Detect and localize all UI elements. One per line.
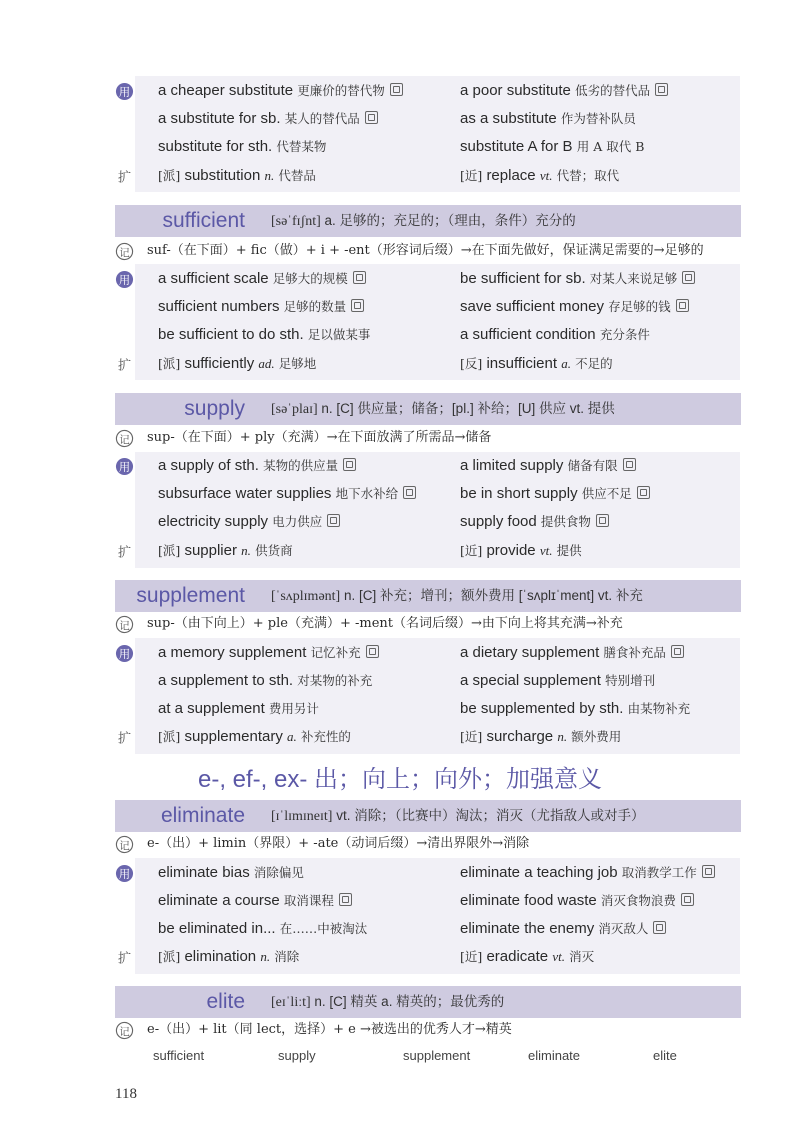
audio-icon[interactable] bbox=[403, 486, 416, 499]
entry-header-sufficient bbox=[115, 205, 741, 237]
usage-phrase: substitute A for B 用 A 取代 B bbox=[460, 138, 645, 155]
footer-word: sufficient bbox=[153, 1048, 205, 1063]
derivative: [派] sufficiently ad. 足够地 bbox=[158, 355, 317, 372]
usage-phrase: a memory supplement 记忆补充 bbox=[158, 639, 379, 667]
usage-phrase: electricity supply 电力供应 bbox=[158, 508, 340, 536]
usage-icon bbox=[115, 644, 134, 663]
extension-icon bbox=[115, 728, 134, 747]
footer-word-index bbox=[0, 1048, 800, 1070]
headword: sufficient bbox=[162, 209, 245, 232]
extension-row bbox=[115, 943, 745, 971]
usage-phrase: a cheaper substitute 更廉价的替代物 bbox=[158, 77, 403, 105]
entry-header-supplement bbox=[115, 580, 741, 612]
svg-text:扩: 扩 bbox=[117, 951, 132, 967]
usage-row bbox=[115, 508, 745, 536]
derivative: [派] elimination n. 消除 bbox=[158, 948, 300, 965]
audio-icon[interactable] bbox=[655, 83, 668, 96]
audio-icon[interactable] bbox=[327, 514, 340, 527]
svg-text:用: 用 bbox=[118, 272, 131, 287]
usage-phrase: save sufficient money 存足够的钱 bbox=[460, 293, 689, 321]
audio-icon[interactable] bbox=[339, 893, 352, 906]
extension-icon bbox=[115, 948, 134, 967]
audio-icon[interactable] bbox=[653, 921, 666, 934]
usage-row bbox=[115, 265, 745, 293]
definition: [eɪˈliːt] n. [C] 精英 a. 精英的；最优秀的 bbox=[271, 994, 505, 1010]
usage-phrase: eliminate bias 消除偏见 bbox=[158, 864, 304, 881]
definition: [səˈplaɪ] n. [C] 供应量；储备；[pl.] 补给；[U] 供应 vt. 提供 bbox=[271, 401, 615, 417]
usage-icon bbox=[115, 270, 134, 289]
svg-text:记: 记 bbox=[119, 839, 130, 852]
synonym: [近] provide vt. 提供 bbox=[460, 542, 582, 559]
usage-phrase: substitute for sth. 代替某物 bbox=[158, 138, 327, 155]
audio-icon[interactable] bbox=[365, 111, 378, 124]
audio-icon[interactable] bbox=[351, 299, 364, 312]
audio-icon[interactable] bbox=[343, 458, 356, 471]
headword: supplement bbox=[136, 584, 245, 607]
memory-row: 记 e-（出）+ limin（界限）+ -ate（动词后缀）→清出界限外→消除 bbox=[115, 830, 745, 858]
usage-phrase: subsurface water supplies 地下水补给 bbox=[158, 480, 416, 508]
memory-icon bbox=[115, 835, 134, 854]
svg-text:扩: 扩 bbox=[117, 545, 132, 561]
svg-text:记: 记 bbox=[119, 1025, 130, 1038]
audio-icon[interactable] bbox=[637, 486, 650, 499]
usage-row bbox=[115, 133, 745, 161]
usage-phrase: as a substitute 作为替补队员 bbox=[460, 110, 636, 127]
audio-icon[interactable] bbox=[681, 893, 694, 906]
usage-phrase: eliminate the enemy 消灭敌人 bbox=[460, 915, 666, 943]
usage-icon bbox=[115, 457, 134, 476]
usage-phrase: be in short supply 供应不足 bbox=[460, 480, 650, 508]
usage-phrase: a special supplement 特别增刊 bbox=[460, 672, 656, 689]
usage-phrase: a limited supply 储备有限 bbox=[460, 452, 636, 480]
usage-phrase: be sufficient for sb. 对某人来说足够 bbox=[460, 265, 695, 293]
usage-icon bbox=[115, 82, 134, 101]
usage-phrase: sufficient numbers 足够的数量 bbox=[158, 293, 364, 321]
usage-phrase: a supplement to sth. 对某物的补充 bbox=[158, 672, 373, 689]
section-title: e-, ef-, ex- 出；向上；向外；加强意义 bbox=[197, 766, 603, 793]
definition: [ɪˈlɪmɪneɪt] vt. 消除；（比赛中）淘汰；消灭（尤指敌人或对手） bbox=[271, 808, 645, 824]
usage-row bbox=[115, 915, 745, 943]
usage-phrase: a poor substitute 低劣的替代品 bbox=[460, 77, 668, 105]
svg-text:记: 记 bbox=[119, 246, 130, 259]
audio-icon[interactable] bbox=[366, 645, 379, 658]
usage-row bbox=[115, 480, 745, 508]
extension-row bbox=[115, 723, 745, 751]
svg-text:扩: 扩 bbox=[117, 358, 132, 374]
usage-row bbox=[115, 293, 745, 321]
usage-phrase: a supply of sth. 某物的供应量 bbox=[158, 452, 356, 480]
svg-text:用: 用 bbox=[118, 866, 131, 881]
usage-row bbox=[115, 887, 745, 915]
usage-phrase: a sufficient scale 足够大的规模 bbox=[158, 265, 366, 293]
svg-text:用: 用 bbox=[118, 84, 131, 99]
usage-row bbox=[115, 105, 745, 133]
usage-phrase: eliminate a course 取消课程 bbox=[158, 887, 352, 915]
audio-icon[interactable] bbox=[623, 458, 636, 471]
audio-icon[interactable] bbox=[353, 271, 366, 284]
svg-text:用: 用 bbox=[118, 459, 131, 474]
synonym: [近] replace vt. 代替；取代 bbox=[460, 167, 620, 184]
extension-row bbox=[115, 537, 745, 565]
usage-row bbox=[115, 452, 745, 480]
memory-icon bbox=[115, 1021, 134, 1040]
entry-header-eliminate bbox=[115, 800, 741, 832]
svg-text:用: 用 bbox=[118, 646, 131, 661]
audio-icon[interactable] bbox=[596, 514, 609, 527]
memory-row: 记 sup-（在下面）+ ply（充满）→在下面放满了所需品→储备 bbox=[115, 424, 745, 452]
memory-row: 记 suf-（在下面）+ fic（做）+ i + -ent（形容词后缀）→在下面先做好，保证满足需要的→足够的 bbox=[115, 237, 745, 265]
audio-icon[interactable] bbox=[390, 83, 403, 96]
headword: eliminate bbox=[160, 804, 245, 827]
memory-row: 记 e-（出）+ lit（同 lect，选择）+ e →被选出的优秀人才→精英 bbox=[115, 1016, 745, 1044]
memory-icon bbox=[115, 429, 134, 448]
definition: [ˈsʌplɪmənt] n. [C] 补充；增刊；额外费用 [ˈsʌplɪˈment] vt. 补充 bbox=[271, 588, 643, 604]
svg-text:扩: 扩 bbox=[117, 170, 132, 186]
svg-text:记: 记 bbox=[119, 619, 130, 632]
headword: supply bbox=[184, 397, 245, 420]
extension-row bbox=[115, 350, 745, 378]
usage-phrase: eliminate food waste 消灭食物浪费 bbox=[460, 887, 694, 915]
derivative: [派] supplier n. 供货商 bbox=[158, 542, 293, 559]
footer-word: eliminate bbox=[528, 1048, 581, 1063]
footer-word: supply bbox=[278, 1048, 316, 1063]
usage-row bbox=[115, 695, 745, 723]
usage-icon bbox=[115, 864, 134, 883]
usage-row bbox=[115, 321, 745, 349]
definition: [səˈfɪʃnt] a. 足够的；充足的；（理由，条件）充分的 bbox=[271, 213, 576, 229]
usage-row bbox=[115, 639, 745, 667]
extension-row bbox=[115, 162, 745, 190]
svg-text:扩: 扩 bbox=[117, 731, 132, 747]
usage-phrase: at a supplement 费用另计 bbox=[158, 700, 319, 717]
memory-icon bbox=[115, 615, 134, 634]
usage-phrase: a sufficient condition 充分条件 bbox=[460, 326, 650, 343]
derivative: [派] substitution n. 代替品 bbox=[158, 167, 316, 184]
derivative: [派] supplementary a. 补充性的 bbox=[158, 728, 351, 745]
synonym: [近] eradicate vt. 消灭 bbox=[460, 948, 595, 965]
extension-icon bbox=[115, 355, 134, 374]
usage-phrase: a substitute for sb. 某人的替代品 bbox=[158, 105, 378, 133]
usage-phrase: be supplemented by sth. 由某物补充 bbox=[460, 700, 691, 717]
headword: elite bbox=[206, 990, 245, 1013]
usage-row bbox=[115, 77, 745, 105]
audio-icon[interactable] bbox=[702, 865, 715, 878]
audio-icon[interactable] bbox=[676, 299, 689, 312]
entry-header-supply bbox=[115, 393, 741, 425]
usage-row bbox=[115, 667, 745, 695]
usage-phrase: eliminate a teaching job 取消教学工作 bbox=[460, 859, 715, 887]
footer-word: supplement bbox=[403, 1048, 471, 1063]
usage-phrase: be sufficient to do sth. 足以做某事 bbox=[158, 326, 371, 343]
page-number: 118 bbox=[115, 1086, 137, 1102]
audio-icon[interactable] bbox=[671, 645, 684, 658]
svg-text:记: 记 bbox=[119, 433, 130, 446]
footer-word: elite bbox=[653, 1048, 677, 1063]
audio-icon[interactable] bbox=[682, 271, 695, 284]
usage-phrase: a dietary supplement 膳食补充品 bbox=[460, 639, 684, 667]
memory-row: 记 sup-（由下向上）+ ple（充满）+ -ment（名词后缀）→由下向上将其充满→补充 bbox=[115, 610, 745, 638]
usage-row bbox=[115, 859, 745, 887]
usage-phrase: supply food 提供食物 bbox=[460, 508, 609, 536]
antonym: [反] insufficient a. 不足的 bbox=[460, 355, 613, 372]
extension-icon bbox=[115, 167, 134, 186]
memory-icon bbox=[115, 242, 134, 261]
extension-icon bbox=[115, 542, 134, 561]
usage-phrase: be eliminated in... 在……中被淘汰 bbox=[158, 920, 368, 937]
entry-header-elite bbox=[115, 986, 741, 1018]
synonym: [近] surcharge n. 额外费用 bbox=[460, 728, 622, 745]
